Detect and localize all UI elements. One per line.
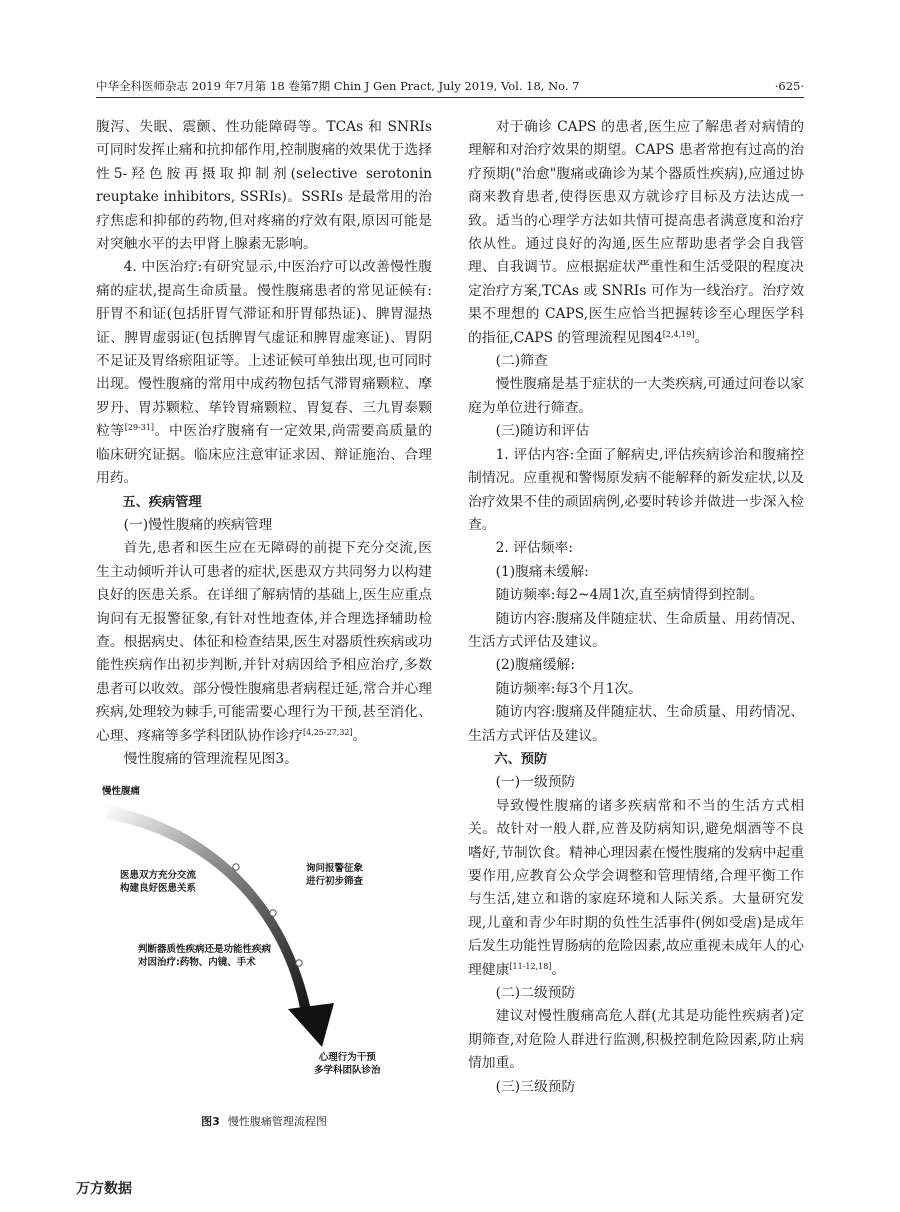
flow-arrow-graphic bbox=[96, 785, 432, 1075]
flow-step-2-label: 询问报警征象 进行初步筛查 bbox=[306, 863, 364, 888]
page-number: ·625· bbox=[774, 79, 804, 93]
journal-citation: 中华全科医师杂志 2019 年7月第 18 卷第7期 Chin J Gen Pract, July 2019, Vol. 18, No. 7 bbox=[96, 79, 580, 93]
flow-node-3 bbox=[296, 960, 302, 966]
flow-node-1 bbox=[233, 864, 239, 870]
paragraph: 对于确诊 CAPS 的患者,医生应了解患者对病情的理解和对治疗效果的期望。CAPS 患者常抱有过高的治疗预期("治愈"腹痛或确诊为某个器质性疾病),应通过协商来教育患者,使得医患双方就诊疗目标及方法达成一致。适当的心理学方法如共情可提高患者满意度和治疗依从性。通过良好的沟通,医生应帮助患者学会自我管理、自我调节。应根据症状严重性和生活受限的程度决定治疗方案,TCAs 或 SNRIs 可作为一线治疗。治疗效果不理想的 CAPS,医生应恰当把握转诊至心理医学科的指征,CAPS 的管理流程见图4[2,4,19]。 bbox=[468, 119, 804, 346]
flow-step-4-label: 心理行为干预 多学科团队诊治 bbox=[314, 1052, 381, 1077]
paragraph: (2)腹痛缓解: bbox=[495, 657, 575, 674]
figure-title: 慢性腹痛管理流程图 bbox=[227, 1115, 327, 1128]
subsection-heading: (二)二级预防 bbox=[495, 985, 576, 1002]
figure-number: 图3 bbox=[201, 1115, 220, 1128]
flow-node-2 bbox=[270, 910, 276, 916]
subsection-heading: (一)一级预防 bbox=[495, 774, 576, 791]
paragraph: 慢性腹痛是基于症状的一大类疾病,可通过问卷以家庭为单位进行筛查。 bbox=[468, 376, 804, 416]
citation: [29-31] bbox=[124, 423, 155, 433]
running-header bbox=[96, 76, 804, 96]
flow-start-label: 慢性腹痛 bbox=[102, 786, 141, 798]
paragraph: 导致慢性腹痛的诸多疾病常和不当的生活方式相关。故针对一般人群,应普及防病知识,避免烟酒等不良嗜好,节制饮食。精神心理因素在慢性腹痛的发病中起重要作用,应教育公众学会调整和管理情绪,合理平衡工作与生活,建立和谐的家庭环境和人际关系。大量研究发现,儿童和青少年时期的负性生活事件(例如受虐)是成年后发生功能性胃肠病的危险因素,故应重视未成年人的心理健康[11-12,18]。 bbox=[468, 797, 804, 978]
left-column bbox=[96, 116, 432, 1075]
curved-arrow-body bbox=[106, 805, 311, 1013]
paragraph: 随访内容:腹痛及伴随症状、生命质量、用药情况、生活方式评估及建议。 bbox=[468, 610, 804, 650]
figure-caption bbox=[96, 1113, 432, 1129]
flow-step-1-label: 医患双方充分交流 构建良好医患关系 bbox=[120, 870, 197, 895]
arrow-head bbox=[288, 1003, 334, 1047]
paragraph: 随访频率:每2~4周1次,直至病情得到控制。 bbox=[495, 587, 764, 604]
paragraph: 4. 中医治疗:有研究显示,中医治疗可以改善慢性腹痛的症状,提高生命质量。慢性腹痛患者的常见证候有:肝胃不和证(包括肝胃气滞证和肝胃郁热证)、脾胃湿热证、脾胃虚弱证(包括脾胃气虚证和脾胃虚寒证)、胃阴不足证及胃络瘀阻证等。上述证候可单独出现,也可同时出现。慢性腹痛的常用中成药物包括气滞胃痛颗粒、摩罗丹、胃苏颗粒、荜铃胃痛颗粒、胃复春、三九胃泰颗粒等[29-31]。中医治疗腹痛有一定效果,尚需要高质量的临床研究证据。临床应注意审证求因、辩证施治、合理用药。 bbox=[96, 259, 433, 487]
flowchart-figure bbox=[96, 785, 432, 1075]
paragraph: 慢性腹痛的管理流程见图3。 bbox=[123, 750, 298, 767]
subsection-heading: (三)随访和评估 bbox=[495, 423, 590, 440]
paragraph: 首先,患者和医生应在无障碍的前提下充分交流,医生主动倾听并认可患者的症状,医患双方共同努力以构建良好的医患关系。在详细了解病情的基础上,医生应重点询问有无报警征象,有针对性地查体,并合理选择辅助检查。根据病史、体征和检查结果,医生对器质性疾病或功能性疾病作出初步判断,并针对病因给予相应治疗,多数患者可以收效。部分慢性腹痛患者病程迁延,常合并心理疾病,处理较为棘手,可能需要心理行为干预,甚至消化、心理、疼痛等多学科团队协作诊疗[4,25-27,32]。 bbox=[96, 540, 432, 744]
wanfang-watermark: 万方数据 bbox=[76, 1181, 132, 1197]
right-column bbox=[468, 116, 804, 1099]
paragraph: 1. 评估内容:全面了解病史,评估疾病诊治和腹痛控制情况。应重视和警惕原发病不能解释的新发症状,以及治疗效果不佳的顽固病例,必要时转诊并做进一步深入检查。 bbox=[468, 446, 804, 533]
paragraph: 随访内容:腹痛及伴随症状、生命质量、用药情况、生活方式评估及建议。 bbox=[468, 704, 804, 744]
citation: [4,25-27,32] bbox=[302, 727, 353, 737]
paragraph: (1)腹痛未缓解: bbox=[495, 563, 589, 580]
paragraph: 建议对慢性腹痛高危人群(尤其是功能性疾病者)定期筛查,对危险人群进行监测,积极控制危险因素,防止病情加重。 bbox=[468, 1008, 804, 1072]
section-heading: 六、预防 bbox=[494, 751, 548, 767]
subsection-heading: (一)慢性腹痛的疾病管理 bbox=[123, 516, 273, 533]
paragraph: 腹泻、失眠、震颤、性功能障碍等。TCAs 和 SNRIs 可同时发挥止痛和抗抑郁作用,控制腹痛的效果优于选择性5-羟色胺再摄取抑制剂(selective serotonin reuptake inhibitors, SSRIs)。SSRIs 是最常用的治疗焦虑和抑郁的药物,但对疼痛的疗效有限,原因可能是对突触水平的去甲肾上腺素无影响。 bbox=[96, 119, 432, 253]
paragraph: 2. 评估频率: bbox=[495, 540, 573, 557]
citation: [2,4,19] bbox=[662, 329, 695, 339]
flow-step-3-label: 判断器质性疾病还是功能性疾病 对因治疗:药物、内镜、手术 bbox=[138, 944, 272, 969]
section-heading: 五、疾病管理 bbox=[122, 494, 202, 510]
paragraph: 随访频率:每3个月1次。 bbox=[495, 680, 642, 697]
subsection-heading: (二)筛查 bbox=[495, 353, 548, 370]
citation: [11-12,18] bbox=[509, 961, 552, 971]
subsection-heading: (三)三级预防 bbox=[495, 1078, 576, 1095]
header-rule bbox=[96, 97, 804, 98]
